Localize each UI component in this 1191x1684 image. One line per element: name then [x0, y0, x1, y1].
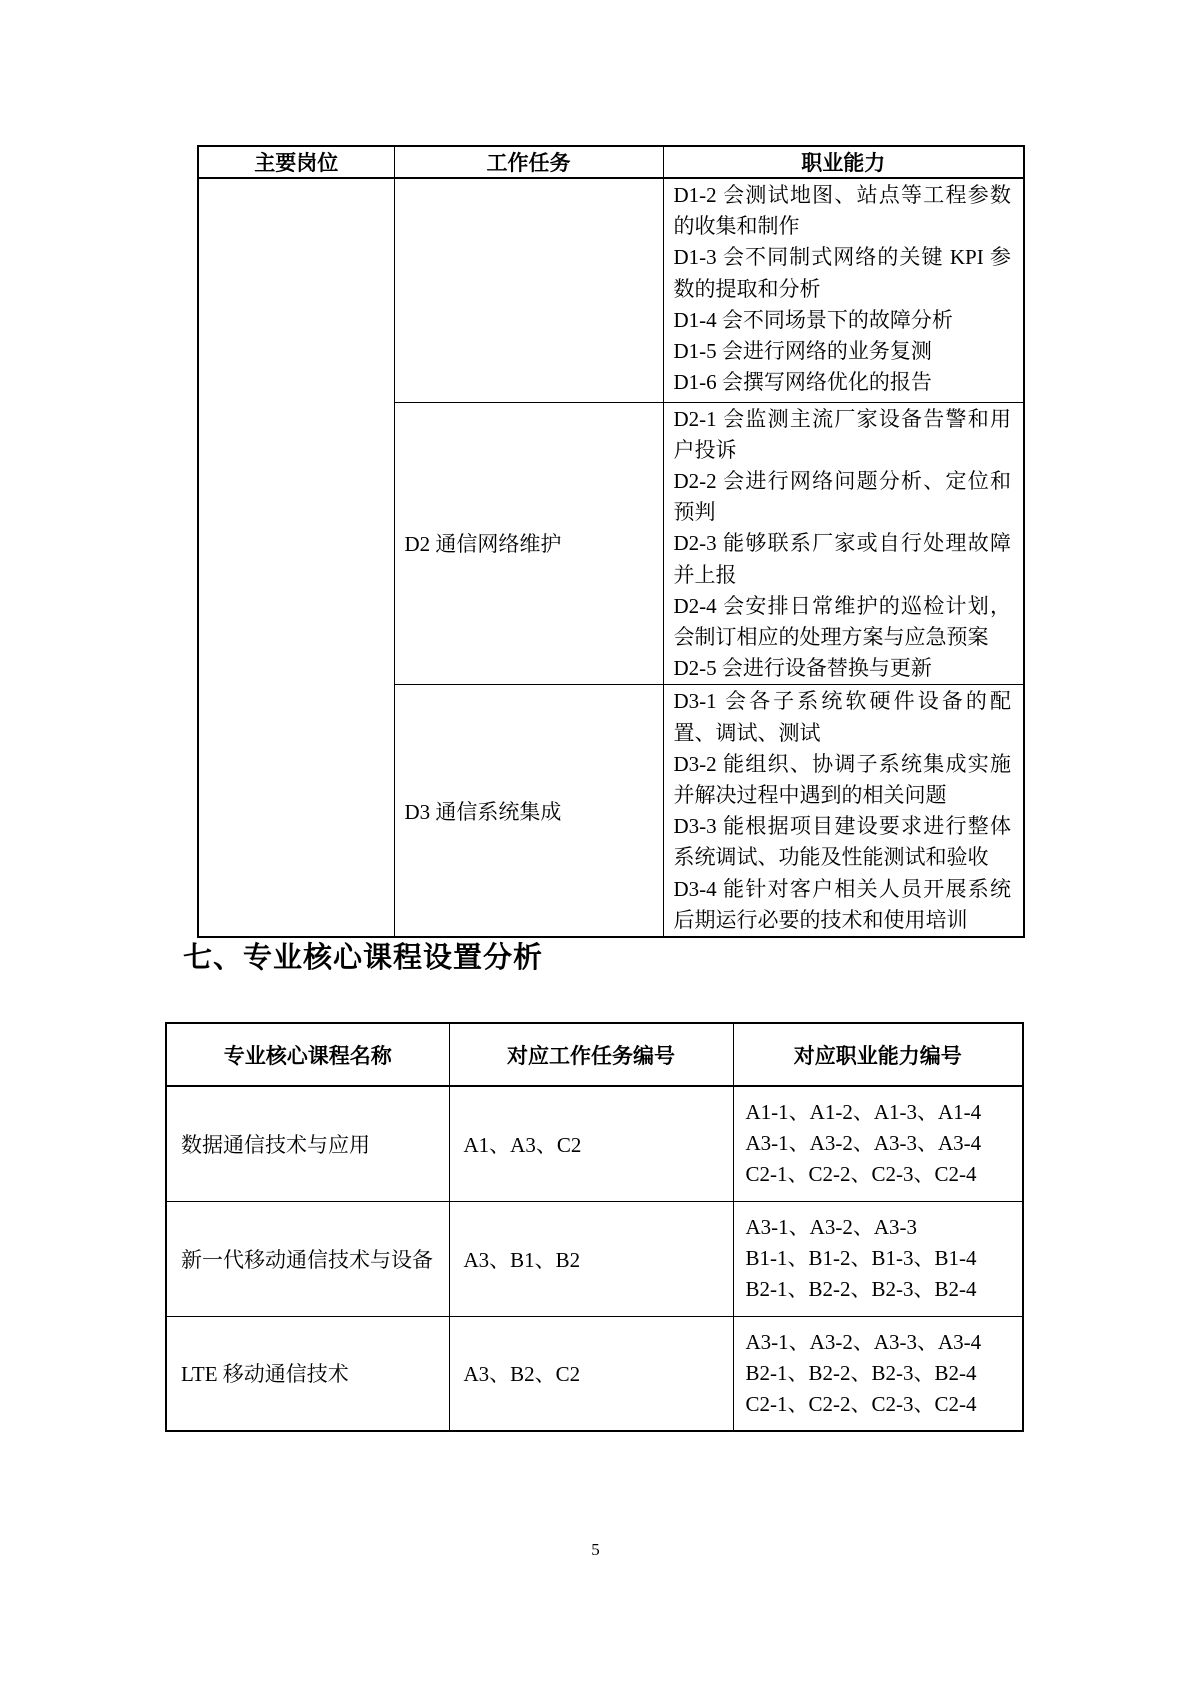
courses-table-header-row [166, 1023, 1023, 1086]
ability-item: D3-2 能组织、协调子系统集成实施并解决过程中遇到的相关问题 [673, 751, 1011, 807]
ability-item: D2-2 会进行网络问题分析、定位和预判 [673, 468, 1011, 525]
courses-table [165, 1022, 1024, 1432]
table-row [198, 178, 1024, 402]
position-cell-empty [198, 178, 394, 937]
task-cell-d3 [394, 685, 663, 937]
task-numbers-cell: A3、B1、B2 [449, 1201, 733, 1316]
ability-numbers-line: B2-1、B2-2、B2-3、B2-4 [745, 1360, 977, 1385]
task-label: D2 通信网络维护 [404, 532, 562, 557]
ability-item: D3-3 能根据项目建设要求进行整体系统调试、功能及性能测试和验收 [673, 814, 1011, 870]
task-numbers-cell: A1、A3、C2 [449, 1086, 733, 1201]
ability-item: D2-5 会进行设备替换与更新 [673, 656, 932, 681]
positions-table-header-row [198, 146, 1024, 178]
course-name-cell: 数据通信技术与应用 [166, 1086, 449, 1201]
section-heading: 七、专业核心课程设置分析 [183, 942, 544, 974]
ability-numbers-cell [733, 1201, 1023, 1316]
column-header-course-name: 专业核心课程名称 [166, 1023, 449, 1086]
ability-item: D1-5 会进行网络的业务复测 [673, 339, 932, 364]
ability-item: D2-4 会安排日常维护的巡检计划，会制订相应的处理方案与应急预案 [673, 593, 1011, 649]
ability-numbers-line: A3-1、A3-2、A3-3、A3-4 [745, 1131, 982, 1156]
column-header-main-position: 主要岗位 [198, 146, 394, 178]
ability-numbers-line: A3-1、A3-2、A3-3 [745, 1215, 917, 1239]
column-header-ability-numbers: 对应职业能力编号 [733, 1023, 1023, 1086]
task-numbers-cell: A3、B2、C2 [449, 1316, 733, 1431]
ability-numbers-line: C2-1、C2-2、C2-3、C2-4 [745, 1391, 977, 1416]
abilities-cell-d3 [663, 685, 1024, 937]
ability-item: D1-4 会不同场景下的故障分析 [673, 307, 953, 332]
task-label: D3 通信系统集成 [404, 799, 562, 824]
ability-item: D3-4 能针对客户相关人员开展系统后期运行必要的技术和使用培训 [673, 876, 1011, 932]
task-cell-d2 [394, 402, 663, 685]
course-name-cell: LTE 移动通信技术 [166, 1316, 449, 1431]
column-header-task-numbers: 对应工作任务编号 [449, 1023, 733, 1086]
ability-item: D1-2 会测试地图、站点等工程参数的收集和制作 [673, 183, 1011, 239]
ability-numbers-line: A3-1、A3-2、A3-3、A3-4 [745, 1329, 982, 1354]
table-row [166, 1316, 1023, 1431]
ability-item: D1-3 会不同制式网络的关键 KPI 参数的提取和分析 [673, 245, 1011, 301]
positions-table [197, 145, 1025, 938]
ability-numbers-line: B2-1、B2-2、B2-3、B2-4 [745, 1277, 977, 1301]
task-cell-d1 [394, 178, 663, 402]
ability-item: D2-3 能够联系厂家或自行处理故障并上报 [673, 531, 1011, 587]
ability-numbers-line: C2-1、C2-2、C2-3、C2-4 [745, 1162, 977, 1187]
ability-item: D1-6 会撰写网络优化的报告 [673, 370, 932, 395]
column-header-vocational-ability: 职业能力 [663, 146, 1024, 178]
abilities-cell-d2 [663, 402, 1024, 685]
ability-numbers-cell [733, 1316, 1023, 1431]
ability-numbers-line: B1-1、B1-2、B1-3、B1-4 [745, 1246, 977, 1270]
page-number: 5 [591, 1540, 600, 1559]
ability-item: D3-1 会各子系统软硬件设备的配置、调试、测试 [673, 689, 1011, 745]
course-name-cell: 新一代移动通信技术与设备 [166, 1201, 449, 1316]
column-header-work-task: 工作任务 [394, 146, 663, 178]
table-row [166, 1086, 1023, 1201]
abilities-cell-d1 [663, 178, 1024, 402]
ability-item: D2-1 会监测主流厂家设备告警和用户投诉 [673, 406, 1011, 462]
table-row [166, 1201, 1023, 1316]
ability-numbers-line: A1-1、A1-2、A1-3、A1-4 [745, 1100, 982, 1125]
ability-numbers-cell [733, 1086, 1023, 1201]
